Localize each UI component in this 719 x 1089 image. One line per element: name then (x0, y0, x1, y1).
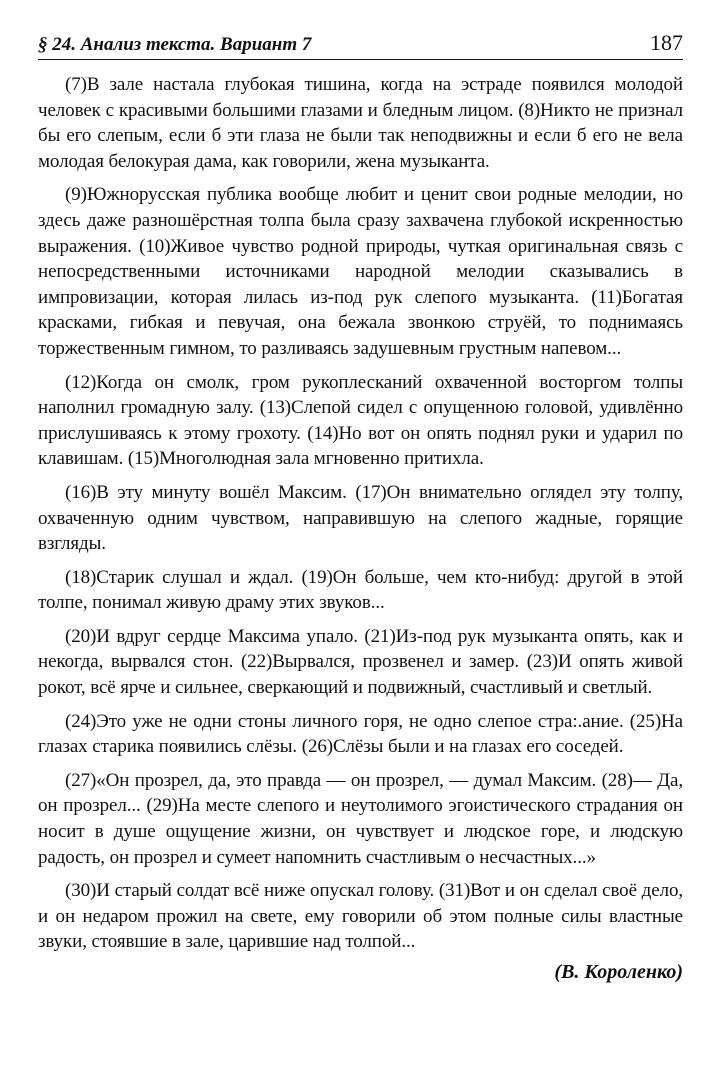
paragraph-5: (18)Старик слушал и ждал. (19)Он больше, чем кто-нибуд: другой в этой толпе, понимал живую драму этих звуков... (38, 566, 683, 614)
section-title: § 24. Анализ текста. Вариант 7 (38, 34, 312, 55)
paragraph-3: (12)Когда он смолк, гром рукоплесканий охваченной восторгом толпы наполнил громадную залу. (13)Слепой сидел с опущенною головой, удивлённо прислушиваясь к этому грохоту. (14)Но вот он опять поднял руки и ударил по клавишам. (15)Многолюдная зала мгновенно притихла. (38, 371, 683, 470)
author-attribution: (В. Короленко) (554, 961, 683, 983)
page-number: 187 (650, 30, 683, 55)
paragraph-9: (30)И старый солдат всё ниже опускал голову. (31)Вот и он сделал своё дело, и он недаром прожил на свете, ему говорили об этом полные силы властные звуки, стоявшие в зале, царившие над толпой... (38, 880, 683, 953)
text-body (38, 72, 683, 955)
running-header (38, 28, 683, 56)
paragraph-6: (20)И вдруг сердце Максима упало. (21)Из-под рук музыканта опять, как и некогда, вырвался стон. (22)Вырвался, прозвенел и замер. (23)И опять живой рокот, всё ярче и сильнее, сверкающий и подвижный, счастливый и светлый. (38, 625, 683, 699)
paragraph-8: (27)«Он прозрел, да, это правда — он прозрел, — думал Максим. (28)— Да, он прозрел... (29)На месте слепого и неутолимого эгоистического страдания он носит в душе ощущение жизни, он чувствует и людское горе, и людскую радость, он прозрел и сумеет напомнить счастливым о несчастных...» (38, 769, 683, 868)
paragraph-1: (7)В зале настала глубокая тишина, когда на эстраде появился молодой человек с красивыми большими глазами и бледным лицом. (8)Никто не признал бы его слепым, если б эти глаза не были так неподвижны и если б его не вела молодая белокурая дама, как говорили, жена музыканта. (38, 74, 683, 172)
paragraph-4: (16)В эту минуту вошёл Максим. (17)Он внимательно оглядел эту толпу, охваченную одним чувством, направившую на слепого жадные, горящие взгляды. (38, 481, 683, 555)
paragraph-7: (24)Это уже не одни стоны личного горя, не одно слепое стра:.ание. (25)На глазах старика появились слёзы. (26)Слёзы были и на глазах его соседей. (38, 710, 683, 758)
paragraph-2: (9)Южнорусская публика вообще любит и ценит свои родные мелодии, но здесь даже разношёрстная толпа была сразу захвачена глубокой искренностью выражения. (10)Живое чувство родной природы, чуткая оригинальная связь с непосредственными источниками народной мелодии сказывались в импровизации, которая лилась из-под рук слепого музыканта. (11)Богатая красками, гибкая и певучая, она бежала звонкою струёй, то поднимаясь торжественным гимном, то разливаясь задушевным грустным напевом... (38, 184, 683, 359)
header-rule (38, 59, 683, 60)
